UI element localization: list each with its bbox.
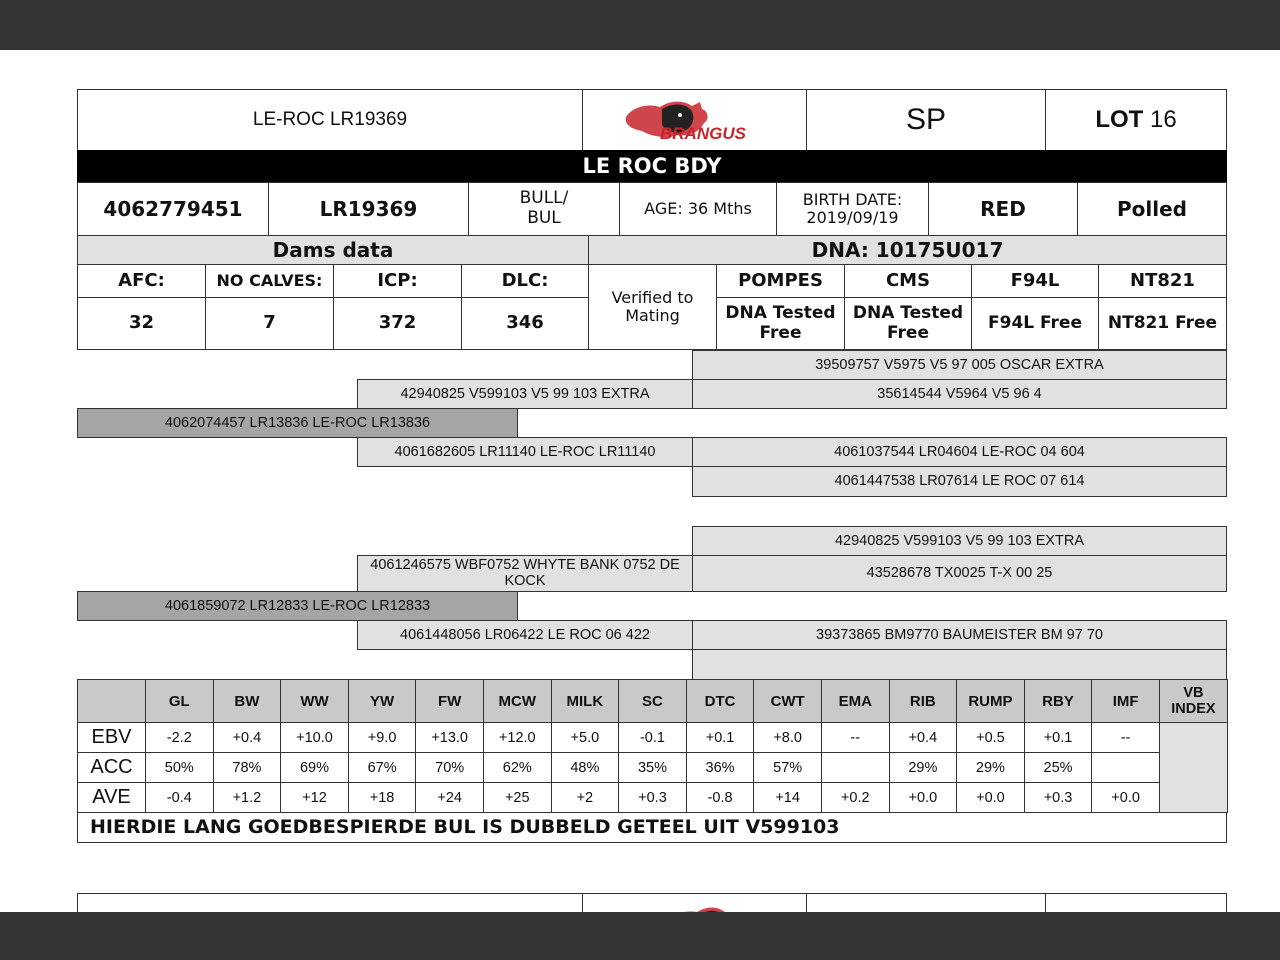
ave-value: +0.0 — [1092, 783, 1160, 813]
ave-value: +18 — [348, 783, 416, 813]
ebv-value: -- — [821, 723, 889, 753]
ebv-value: +13.0 — [416, 723, 484, 753]
dlc-header: DLC: — [461, 264, 589, 298]
acc-value: 62% — [483, 753, 551, 783]
pedigree-dam: 4061859072 LR12833 LE-ROC LR12833 — [77, 591, 518, 621]
table-row — [78, 723, 1228, 753]
ebv-table — [77, 679, 1228, 813]
acc-value: 29% — [889, 753, 957, 783]
table-row — [78, 753, 1228, 783]
afc-header: AFC: — [77, 264, 206, 298]
animal-name: LE ROC BDY — [77, 150, 1227, 183]
acc-value: 29% — [957, 753, 1025, 783]
id-number: 4062779451 — [77, 182, 269, 236]
age: AGE: 36 Mths — [619, 182, 777, 236]
ebv-value: -0.1 — [619, 723, 687, 753]
acc-value: 48% — [551, 753, 619, 783]
acc-value: 57% — [754, 753, 822, 783]
ebv-value: -2.2 — [146, 723, 214, 753]
pedigree-sire-sire: 42940825 V599103 V5 99 103 EXTRA — [357, 379, 693, 409]
acc-value: 35% — [619, 753, 687, 783]
ave-value: +0.0 — [957, 783, 1025, 813]
ave-value: +0.3 — [1024, 783, 1092, 813]
dlc-value: 346 — [461, 297, 589, 350]
horn-status: Polled — [1077, 182, 1227, 236]
no-calves-header: NO CALVES: — [205, 264, 334, 298]
cms-result: DNA Tested Free — [844, 297, 972, 350]
acc-value: 50% — [146, 753, 214, 783]
ebv-value: +0.4 — [889, 723, 957, 753]
pedigree-sd-dam: 4061447538 LR07614 LE ROC 07 614 — [692, 466, 1227, 497]
lot-label: LOT — [1095, 106, 1144, 134]
ebv-value: +0.1 — [1024, 723, 1092, 753]
col-bw: BW — [213, 680, 281, 723]
pedigree-ss-sire: 39509757 V5975 V5 97 005 OSCAR EXTRA — [692, 350, 1227, 380]
viewer-bottom-bar — [0, 912, 1280, 960]
verified-to-mating: Verified to Mating — [588, 264, 717, 350]
remark: HIERDIE LANG GOEDBESPIERDE BUL IS DUBBELD GETEEL UIT V599103 — [77, 812, 1227, 843]
ebv-corner — [78, 680, 146, 723]
col-mcw: MCW — [483, 680, 551, 723]
icp-header: ICP: — [333, 264, 462, 298]
ave-value: +2 — [551, 783, 619, 813]
pedigree-ss-dam: 35614544 V5964 V5 96 4 — [692, 379, 1227, 409]
pedigree-dam-dam: 4061448056 LR06422 LE ROC 06 422 — [357, 620, 693, 650]
ebv-value: +10.0 — [281, 723, 349, 753]
ave-value: +0.2 — [821, 783, 889, 813]
acc-value: 67% — [348, 753, 416, 783]
ebv-value: -- — [1092, 723, 1160, 753]
nt821-header: NT821 — [1098, 264, 1227, 298]
pompes-result: DNA Tested Free — [716, 297, 845, 350]
ebv-value: +0.1 — [686, 723, 754, 753]
pedigree-dam-sire: 4061246575 WBF0752 WHYTE BANK 0752 DE KOCK — [357, 555, 693, 592]
bull-head-icon — [620, 97, 770, 143]
ebv-value: +9.0 — [348, 723, 416, 753]
col-rump: RUMP — [957, 680, 1025, 723]
pedigree-dd-dam — [692, 649, 1227, 680]
ave-value: +1.2 — [213, 783, 281, 813]
viewer-top-bar — [0, 0, 1280, 50]
col-dtc: DTC — [686, 680, 754, 723]
ave-value: +0.0 — [889, 783, 957, 813]
acc-value: 70% — [416, 753, 484, 783]
pedigree-ds-dam: 43528678 TX0025 T-X 00 25 — [692, 555, 1227, 592]
col-rib: RIB — [889, 680, 957, 723]
col-cwt: CWT — [754, 680, 822, 723]
f94l-header: F94L — [971, 264, 1099, 298]
col-sc: SC — [619, 680, 687, 723]
brangus-logo — [582, 89, 807, 151]
col-yw: YW — [348, 680, 416, 723]
reg-number: LR19369 — [268, 182, 469, 236]
pedigree-ds-sire: 42940825 V599103 V5 99 103 EXTRA — [692, 526, 1227, 556]
ave-value: +25 — [483, 783, 551, 813]
svg-text:BRANGUS: BRANGUS — [659, 124, 746, 143]
row-label-ave: AVE — [78, 783, 146, 813]
ebv-value: +5.0 — [551, 723, 619, 753]
ave-value: +14 — [754, 783, 822, 813]
row-label-acc: ACC — [78, 753, 146, 783]
dna-title: DNA: 10175U017 — [588, 235, 1227, 265]
col-ww: WW — [281, 680, 349, 723]
cms-header: CMS — [844, 264, 972, 298]
pedigree-sire: 4062074457 LR13836 LE-ROC LR13836 — [77, 408, 518, 438]
vb-index-value — [1159, 723, 1227, 813]
acc-value: 36% — [686, 753, 754, 783]
ave-value: +12 — [281, 783, 349, 813]
ebv-value: +0.5 — [957, 723, 1025, 753]
nt821-result: NT821 Free — [1098, 297, 1227, 350]
lot-number: 16 — [1149, 106, 1177, 134]
pedigree-dd-sire: 39373865 BM9770 BAUMEISTER BM 97 70 — [692, 620, 1227, 650]
icp-value: 372 — [333, 297, 462, 350]
ebv-value: +12.0 — [483, 723, 551, 753]
color: RED — [928, 182, 1078, 236]
acc-value — [821, 753, 889, 783]
birth-date: BIRTH DATE: 2019/09/19 — [776, 182, 929, 236]
col-vb-index: VB INDEX — [1159, 680, 1227, 723]
table-row — [78, 783, 1228, 813]
acc-value: 69% — [281, 753, 349, 783]
col-ema: EMA — [821, 680, 889, 723]
col-fw: FW — [416, 680, 484, 723]
ave-value: -0.4 — [146, 783, 214, 813]
f94l-result: F94L Free — [971, 297, 1099, 350]
ebv-value: +0.4 — [213, 723, 281, 753]
registered-name: LE-ROC LR19369 — [77, 89, 583, 151]
dams-data-title: Dams data — [77, 235, 589, 265]
afc-value: 32 — [77, 297, 206, 350]
col-rby: RBY — [1024, 680, 1092, 723]
row-label-ebv: EBV — [78, 723, 146, 753]
pompes-header: POMPES — [716, 264, 845, 298]
sex: BULL/ BUL — [468, 182, 620, 236]
ave-value: +24 — [416, 783, 484, 813]
acc-value: 25% — [1024, 753, 1092, 783]
acc-value — [1092, 753, 1160, 783]
lot-box — [1045, 89, 1227, 151]
ave-value: -0.8 — [686, 783, 754, 813]
acc-value: 78% — [213, 753, 281, 783]
sp-label: SP — [806, 89, 1046, 151]
ebv-value: +8.0 — [754, 723, 822, 753]
col-imf: IMF — [1092, 680, 1160, 723]
col-gl: GL — [146, 680, 214, 723]
col-milk: MILK — [551, 680, 619, 723]
pedigree-sd-sire: 4061037544 LR04604 LE-ROC 04 604 — [692, 437, 1227, 467]
ave-value: +0.3 — [619, 783, 687, 813]
no-calves-value: 7 — [205, 297, 334, 350]
pedigree-sire-dam: 4061682605 LR11140 LE-ROC LR11140 — [357, 437, 693, 467]
